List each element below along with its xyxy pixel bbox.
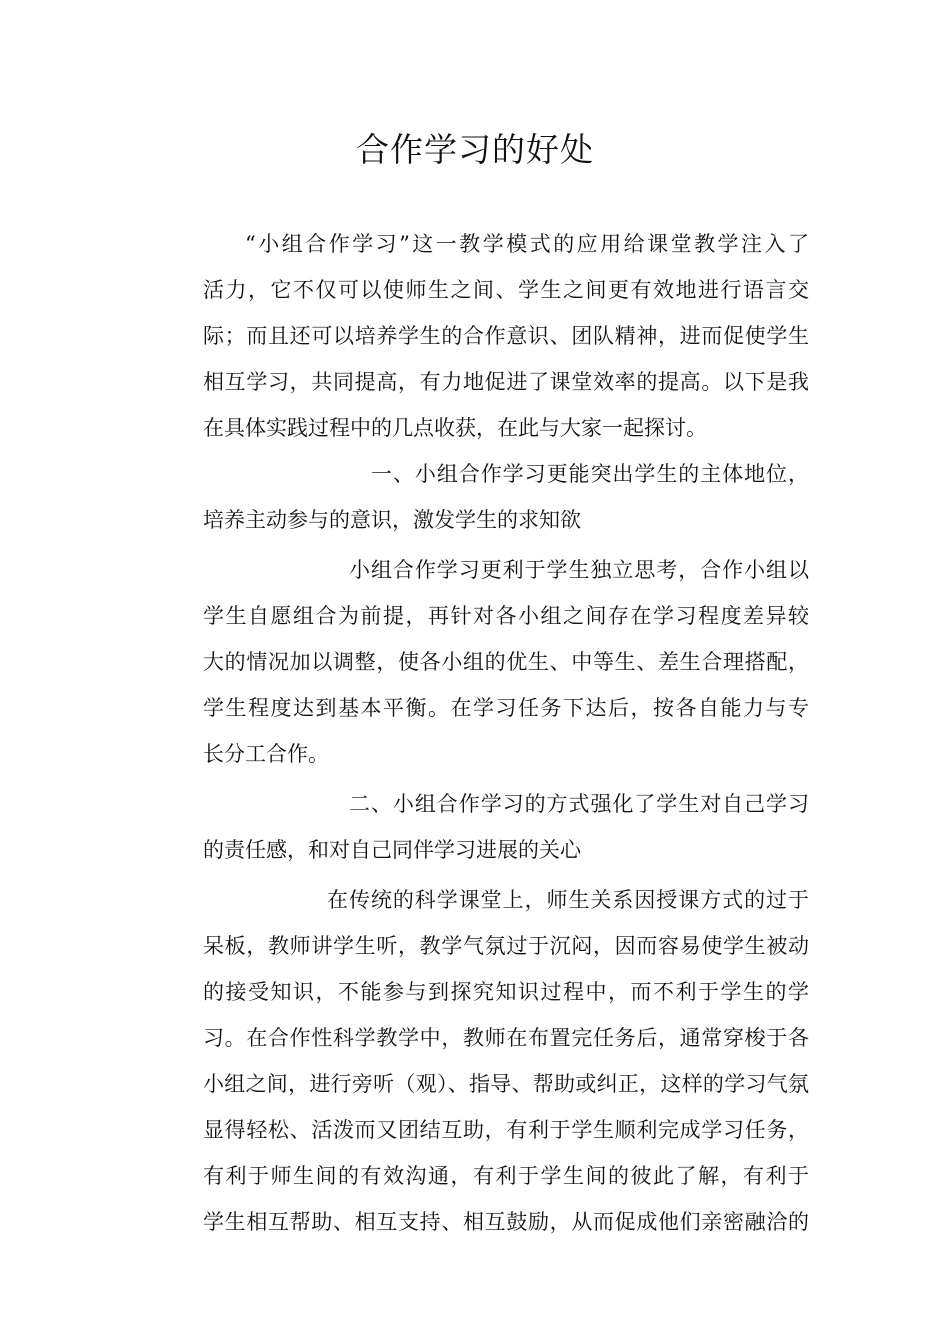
paragraph-line: 呆板，教师讲学生听，教学气氛过于沉闷，因而容易使学生被动 [203, 934, 809, 958]
paragraph-line: 相互学习，共同提高，有力地促进了课堂效率的提高。以下是我 [203, 370, 809, 394]
section-heading-line: 一、小组合作学习更能突出学生的主体地位， [371, 462, 809, 486]
section-heading-line: 二、小组合作学习的方式强化了学生对自己学习 [349, 792, 809, 816]
document-title: 合作学习的好处 [356, 130, 594, 169]
paragraph-line: 活力，它不仅可以使师生之间、学生之间更有效地进行语言交 [203, 278, 809, 302]
paragraph-line: 的接受知识，不能参与到探究知识过程中，而不利于学生的学 [203, 980, 809, 1004]
paragraph-line: 学生程度达到基本平衡。在学习任务下达后，按各自能力与专 [203, 696, 809, 720]
paragraph-line: 在具体实践过程中的几点收获，在此与大家一起探讨。 [203, 416, 707, 440]
document-body [203, 221, 809, 1245]
section-heading-line: 培养主动参与的意识，激发学生的求知欲 [203, 508, 581, 532]
paragraph-line: 在传统的科学课堂上，师生关系因授课方式的过于 [327, 888, 809, 912]
paragraph-line: 小组合作学习更利于学生独立思考，合作小组以 [349, 558, 809, 582]
paragraph-line: 大的情况加以调整，使各小组的优生、中等生、差生合理搭配， [203, 650, 809, 674]
paragraph-line: 有利于师生间的有效沟通，有利于学生间的彼此了解，有利于 [203, 1164, 809, 1188]
paragraph-line: 长分工合作。 [203, 742, 329, 766]
paragraph-line: 显得轻松、活泼而又团结互助，有利于学生顺利完成学习任务， [203, 1118, 809, 1142]
paragraph-line: “小组合作学习”这一教学模式的应用给课堂教学注入了 [245, 232, 809, 256]
paragraph-line: 学生自愿组合为前提，再针对各小组之间存在学习程度差异较 [203, 604, 809, 628]
paragraph-line: 小组之间，进行旁听（观）、指导、帮助或纠正，这样的学习气氛 [203, 1072, 809, 1096]
paragraph-line: 习。在合作性科学教学中，教师在布置完任务后，通常穿梭于各 [203, 1026, 809, 1050]
paragraph-line: 学生相互帮助、相互支持、相互鼓励，从而促成他们亲密融洽的 [203, 1210, 809, 1234]
section-heading-line: 的责任感，和对自己同伴学习进展的关心 [203, 838, 581, 862]
paragraph-line: 际；而且还可以培养学生的合作意识、团队精神，进而促使学生 [203, 324, 809, 348]
